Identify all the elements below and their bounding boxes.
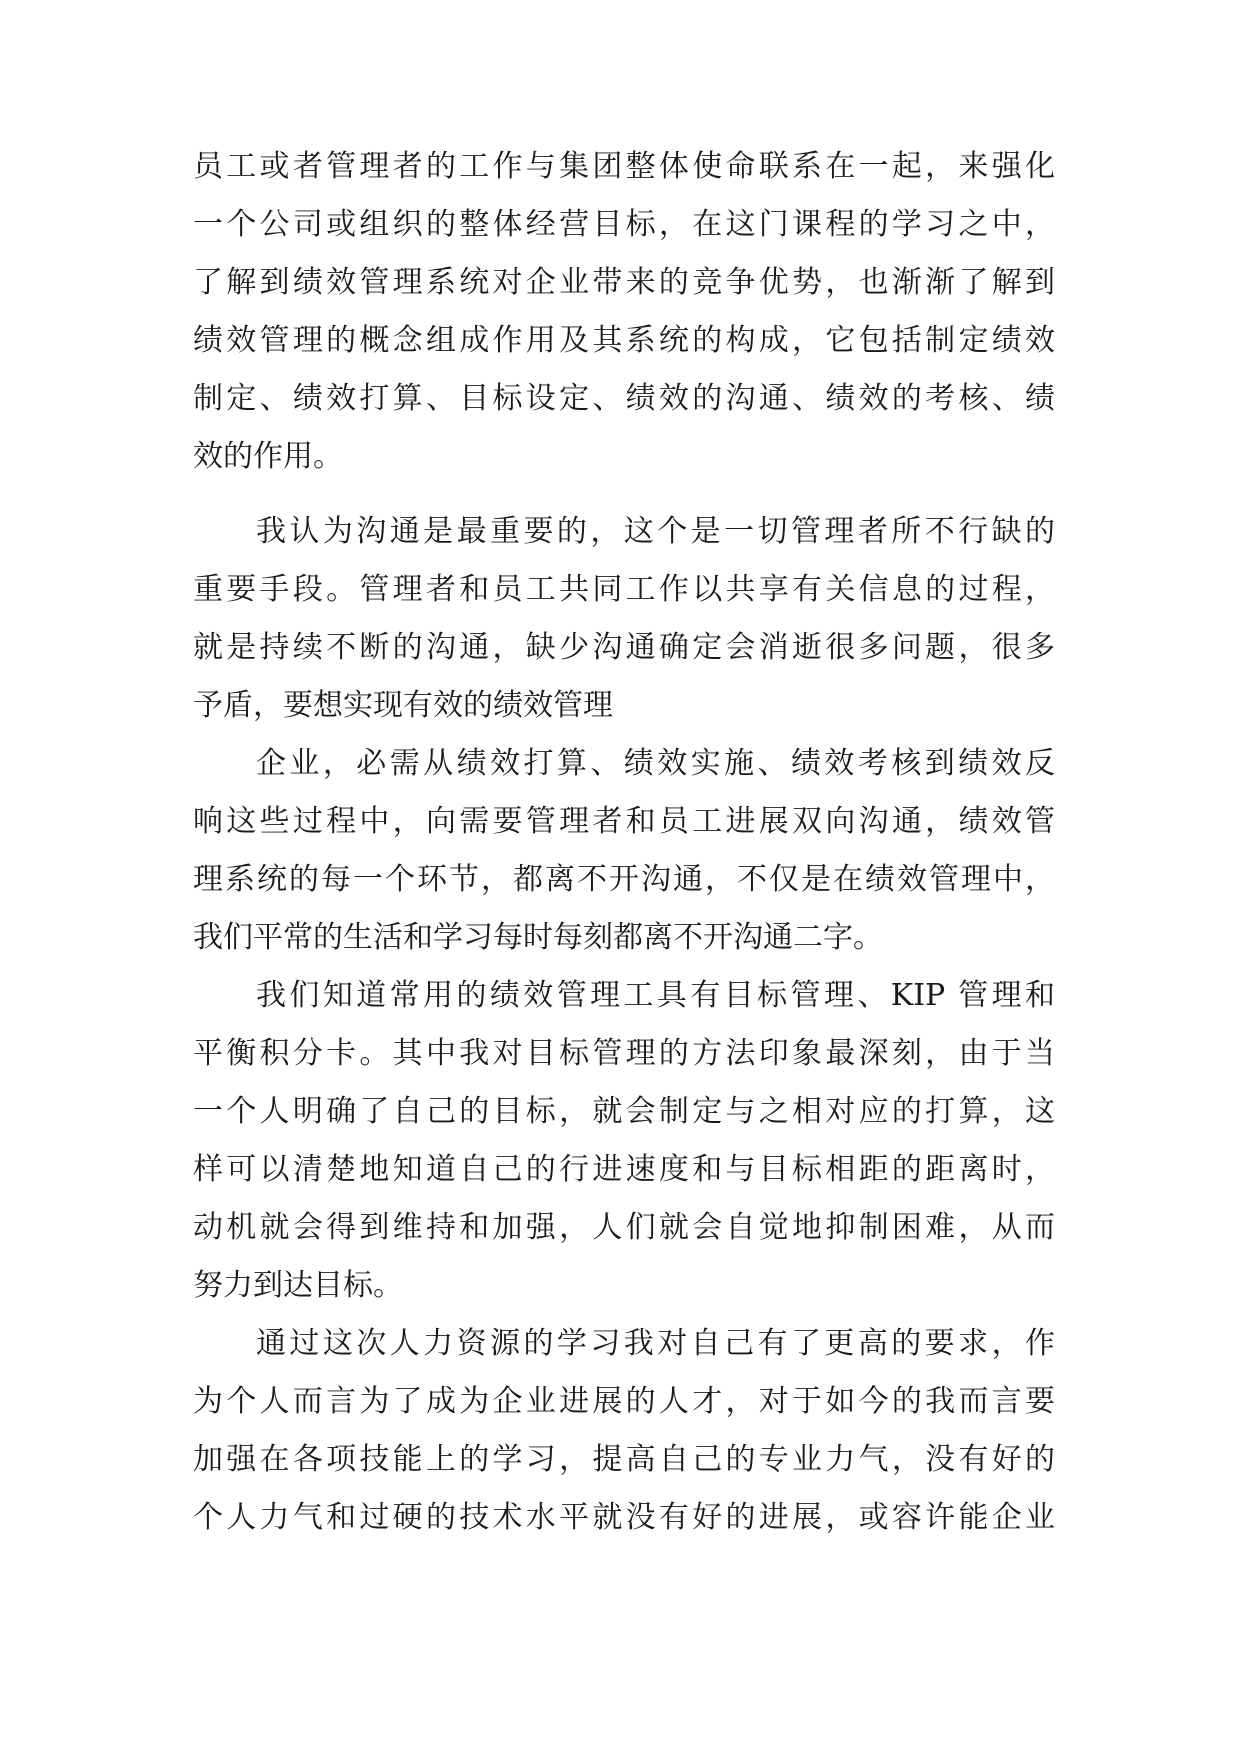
- text-line: 努力到达目标。: [193, 1268, 403, 1303]
- paragraph-first-line: 企业，必需从绩效打算、绩效实施、绩效考核到绩效反: [256, 746, 1055, 781]
- text-line: 加强在各项技能上的学习，提高自己的专业力气，没有好的: [193, 1442, 1055, 1477]
- text-line: 一个公司或组织的整体经营目标，在这门课程的学习之中，: [193, 207, 1055, 242]
- text-line: 平衡积分卡。其中我对目标管理的方法印象最深刻，由于当: [193, 1036, 1055, 1071]
- text-line: 理系统的每一个环节，都离不开沟通，不仅是在绩效管理中，: [193, 862, 1055, 897]
- text-line: 一个人明确了自己的目标，就会制定与之相对应的打算，这: [193, 1094, 1055, 1129]
- paragraph-first-line: 我认为沟通是最重要的，这个是一切管理者所不行缺的: [256, 514, 1055, 549]
- paragraph-first-line: 我们知道常用的绩效管理工具有目标管理、KIP 管理和: [256, 978, 1055, 1013]
- text-line: 为个人而言为了成为企业进展的人才，对于如今的我而言要: [193, 1384, 1055, 1419]
- text-line: 响这些过程中，向需要管理者和员工进展双向沟通，绩效管: [193, 804, 1055, 839]
- text-line: 重要手段。管理者和员工共同工作以共享有关信息的过程，: [193, 572, 1055, 607]
- text-line: 制定、绩效打算、目标设定、绩效的沟通、绩效的考核、绩: [193, 381, 1055, 416]
- text-line: 员工或者管理者的工作与集团整体使命联系在一起，来强化: [193, 149, 1055, 184]
- text-line: 绩效管理的概念组成作用及其系统的构成，它包括制定绩效: [193, 323, 1055, 358]
- paragraph-first-line: 通过这次人力资源的学习我对自己有了更高的要求，作: [256, 1326, 1055, 1361]
- text-line: 效的作用。: [193, 439, 343, 474]
- text-line: 个人力气和过硬的技术水平就没有好的进展，或容许能企业: [193, 1500, 1055, 1535]
- text-line: 了解到绩效管理系统对企业带来的竞争优势，也渐渐了解到: [193, 265, 1055, 300]
- text-line: 就是持续不断的沟通，缺少沟通确定会消逝很多问题，很多: [193, 630, 1055, 665]
- text-line: 我们平常的生活和学习每时每刻都离不开沟通二字。: [193, 920, 883, 955]
- text-line: 动机就会得到维持和加强，人们就会自觉地抑制困难，从而: [193, 1210, 1055, 1245]
- text-line: 予盾，要想实现有效的绩效管理: [193, 688, 613, 723]
- text-line: 样可以清楚地知道自己的行进速度和与目标相距的距离时，: [193, 1152, 1055, 1187]
